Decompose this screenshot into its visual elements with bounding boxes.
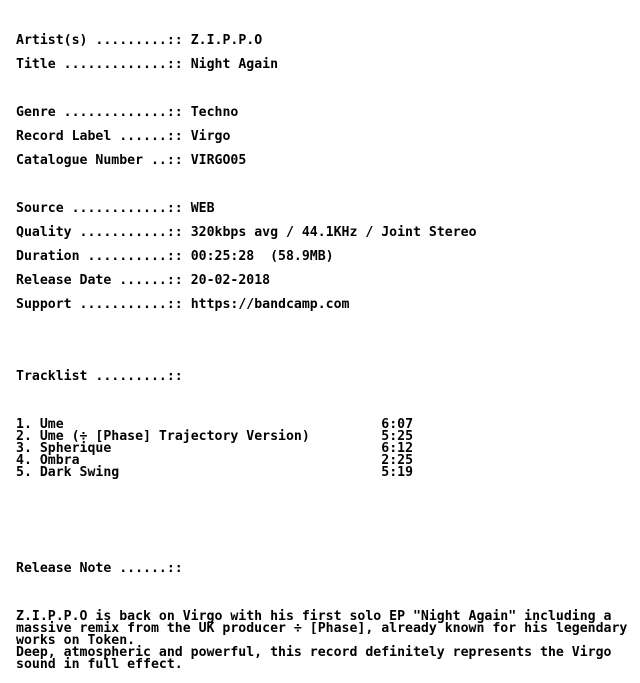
blank-line: [16, 395, 627, 407]
source-row: [16, 203, 627, 215]
artist-value: Z.I.P.P.O: [190, 33, 263, 48]
source-value: WEB: [190, 201, 215, 216]
quality-row: [16, 227, 627, 239]
track-title: Ume (÷ [Phase] Trajectory Version): [39, 429, 310, 444]
track-title: Ume: [39, 417, 64, 432]
catalogue-label: Catalogue Number ..::: [16, 153, 183, 168]
support-link[interactable]: https://bandcamp.com: [190, 297, 350, 312]
track-duration: 6:07: [381, 417, 414, 432]
track-duration: 5:25: [381, 429, 414, 444]
record-label-value: Virgo: [190, 129, 231, 144]
track-title: Ombra: [39, 453, 80, 468]
genre-value: Techno: [190, 105, 239, 120]
quality-value: 320kbps avg / 44.1KHz / Joint Stereo: [190, 225, 477, 240]
genre-label: Genre .............::: [16, 105, 183, 120]
release-note-line: sound in full effect.: [16, 657, 183, 672]
release-note-body: [16, 611, 627, 671]
duration-label: Duration ..........::: [16, 249, 183, 264]
duration-value: 00:25:28 (58.9MB): [190, 249, 334, 264]
track-title: Spherique: [39, 441, 112, 456]
blank-line: [16, 587, 627, 599]
support-label: Support ...........::: [16, 297, 183, 312]
catalogue-value: VIRGO05: [190, 153, 247, 168]
track-row: [16, 467, 627, 479]
release-date-value: 20-02-2018: [190, 273, 271, 288]
quality-label: Quality ...........::: [16, 225, 183, 240]
title-value: Night Again: [190, 57, 279, 72]
release-date-label: Release Date ......::: [16, 273, 183, 288]
record-label-label: Record Label ......::: [16, 129, 183, 144]
source-label: Source ............::: [16, 201, 183, 216]
blank-line: [16, 179, 627, 191]
blank-line: [16, 539, 627, 551]
release-date-row: [16, 275, 627, 287]
tracklist-heading: Tracklist .........::: [16, 369, 183, 384]
track-number: 3.: [16, 441, 32, 456]
blank-line: [16, 83, 627, 95]
nfo-text-block: [16, 23, 627, 683]
release-note-line: Deep, atmospheric and powerful, this record definitely represents the Virgo: [16, 645, 612, 660]
catalogue-row: [16, 155, 627, 167]
track-number: 1.: [16, 417, 32, 432]
blank-line: [16, 515, 627, 527]
tracklist: [16, 419, 627, 479]
track-number: 4.: [16, 453, 32, 468]
support-row: [16, 299, 627, 311]
track-duration: 6:12: [381, 441, 414, 456]
genre-row: [16, 107, 627, 119]
track-number: 5.: [16, 465, 32, 480]
blank-line: [16, 491, 627, 503]
blank-line: [16, 323, 627, 335]
artist-label: Artist(s) .........::: [16, 33, 183, 48]
title-row: [16, 59, 627, 71]
blank-line: [16, 347, 627, 359]
track-number: 2.: [16, 429, 32, 444]
track-duration: 2:25: [381, 453, 414, 468]
artist-row: [16, 35, 627, 47]
title-label: Title .............::: [16, 57, 183, 72]
release-note-line: massive remix from the UK producer ÷ [Phase], already known for his legendary: [16, 621, 628, 636]
duration-row: [16, 251, 627, 263]
release-note-line: works on Token.: [16, 633, 136, 648]
release-note-line: Z.I.P.P.O is back on Virgo with his first solo EP "Night Again" including a: [16, 609, 612, 624]
track-title: Dark Swing: [39, 465, 120, 480]
record-label-row: [16, 131, 627, 143]
release-note-heading: Release Note ......::: [16, 561, 183, 576]
track-duration: 5:19: [381, 465, 414, 480]
